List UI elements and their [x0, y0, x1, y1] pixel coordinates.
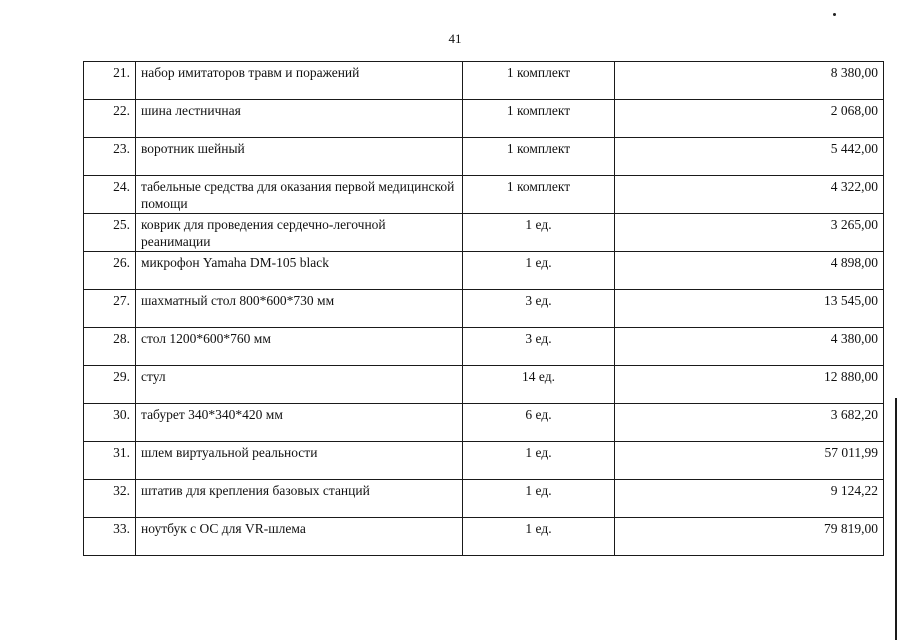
table-row [84, 404, 884, 442]
row-number-cell: 24. [84, 176, 136, 214]
equipment-table [83, 61, 884, 556]
quantity-cell: 1 комплект [463, 138, 615, 176]
row-number-cell: 27. [84, 290, 136, 328]
row-number-cell: 21. [84, 62, 136, 100]
item-name-cell: стол 1200*600*760 мм [136, 328, 463, 366]
price-cell: 79 819,00 [615, 518, 884, 556]
equipment-table-body [84, 62, 884, 556]
quantity-cell: 1 ед. [463, 214, 615, 252]
row-number-cell: 30. [84, 404, 136, 442]
row-number-cell: 32. [84, 480, 136, 518]
scan-speck [833, 13, 836, 16]
price-cell: 13 545,00 [615, 290, 884, 328]
scan-edge-line [895, 398, 897, 640]
quantity-cell: 1 ед. [463, 442, 615, 480]
item-name-cell: табельные средства для оказания первой медицинской помощи [136, 176, 463, 214]
row-number-cell: 26. [84, 252, 136, 290]
table-row [84, 252, 884, 290]
price-cell: 4 322,00 [615, 176, 884, 214]
quantity-cell: 1 ед. [463, 252, 615, 290]
price-cell: 5 442,00 [615, 138, 884, 176]
quantity-cell: 14 ед. [463, 366, 615, 404]
table-row [84, 290, 884, 328]
item-name-cell: ноутбук с ОС для VR-шлема [136, 518, 463, 556]
price-cell: 2 068,00 [615, 100, 884, 138]
price-cell: 3 265,00 [615, 214, 884, 252]
row-number-cell: 29. [84, 366, 136, 404]
item-name-cell: шина лестничная [136, 100, 463, 138]
table-row [84, 442, 884, 480]
table-row [84, 100, 884, 138]
quantity-cell: 3 ед. [463, 290, 615, 328]
quantity-cell: 3 ед. [463, 328, 615, 366]
quantity-cell: 1 комплект [463, 62, 615, 100]
table-row [84, 138, 884, 176]
price-cell: 9 124,22 [615, 480, 884, 518]
row-number-cell: 33. [84, 518, 136, 556]
price-cell: 12 880,00 [615, 366, 884, 404]
table-row [84, 214, 884, 252]
page-number: 41 [448, 31, 462, 46]
table-row [84, 176, 884, 214]
table-row [84, 518, 884, 556]
quantity-cell: 1 комплект [463, 176, 615, 214]
table-row [84, 62, 884, 100]
price-cell: 57 011,99 [615, 442, 884, 480]
table-row [84, 366, 884, 404]
item-name-cell: шахматный стол 800*600*730 мм [136, 290, 463, 328]
item-name-cell: воротник шейный [136, 138, 463, 176]
quantity-cell: 1 ед. [463, 480, 615, 518]
quantity-cell: 6 ед. [463, 404, 615, 442]
item-name-cell: коврик для проведения сердечно-легочной реанимации [136, 214, 463, 252]
row-number-cell: 31. [84, 442, 136, 480]
quantity-cell: 1 ед. [463, 518, 615, 556]
row-number-cell: 28. [84, 328, 136, 366]
price-cell: 4 898,00 [615, 252, 884, 290]
item-name-cell: микрофон Yamaha DM-105 black [136, 252, 463, 290]
item-name-cell: набор имитаторов травм и поражений [136, 62, 463, 100]
table-row [84, 328, 884, 366]
item-name-cell: штатив для крепления базовых станций [136, 480, 463, 518]
row-number-cell: 25. [84, 214, 136, 252]
quantity-cell: 1 комплект [463, 100, 615, 138]
price-cell: 4 380,00 [615, 328, 884, 366]
row-number-cell: 23. [84, 138, 136, 176]
price-cell: 3 682,20 [615, 404, 884, 442]
table-row [84, 480, 884, 518]
item-name-cell: шлем виртуальной реальности [136, 442, 463, 480]
row-number-cell: 22. [84, 100, 136, 138]
item-name-cell: табурет 340*340*420 мм [136, 404, 463, 442]
item-name-cell: стул [136, 366, 463, 404]
price-cell: 8 380,00 [615, 62, 884, 100]
